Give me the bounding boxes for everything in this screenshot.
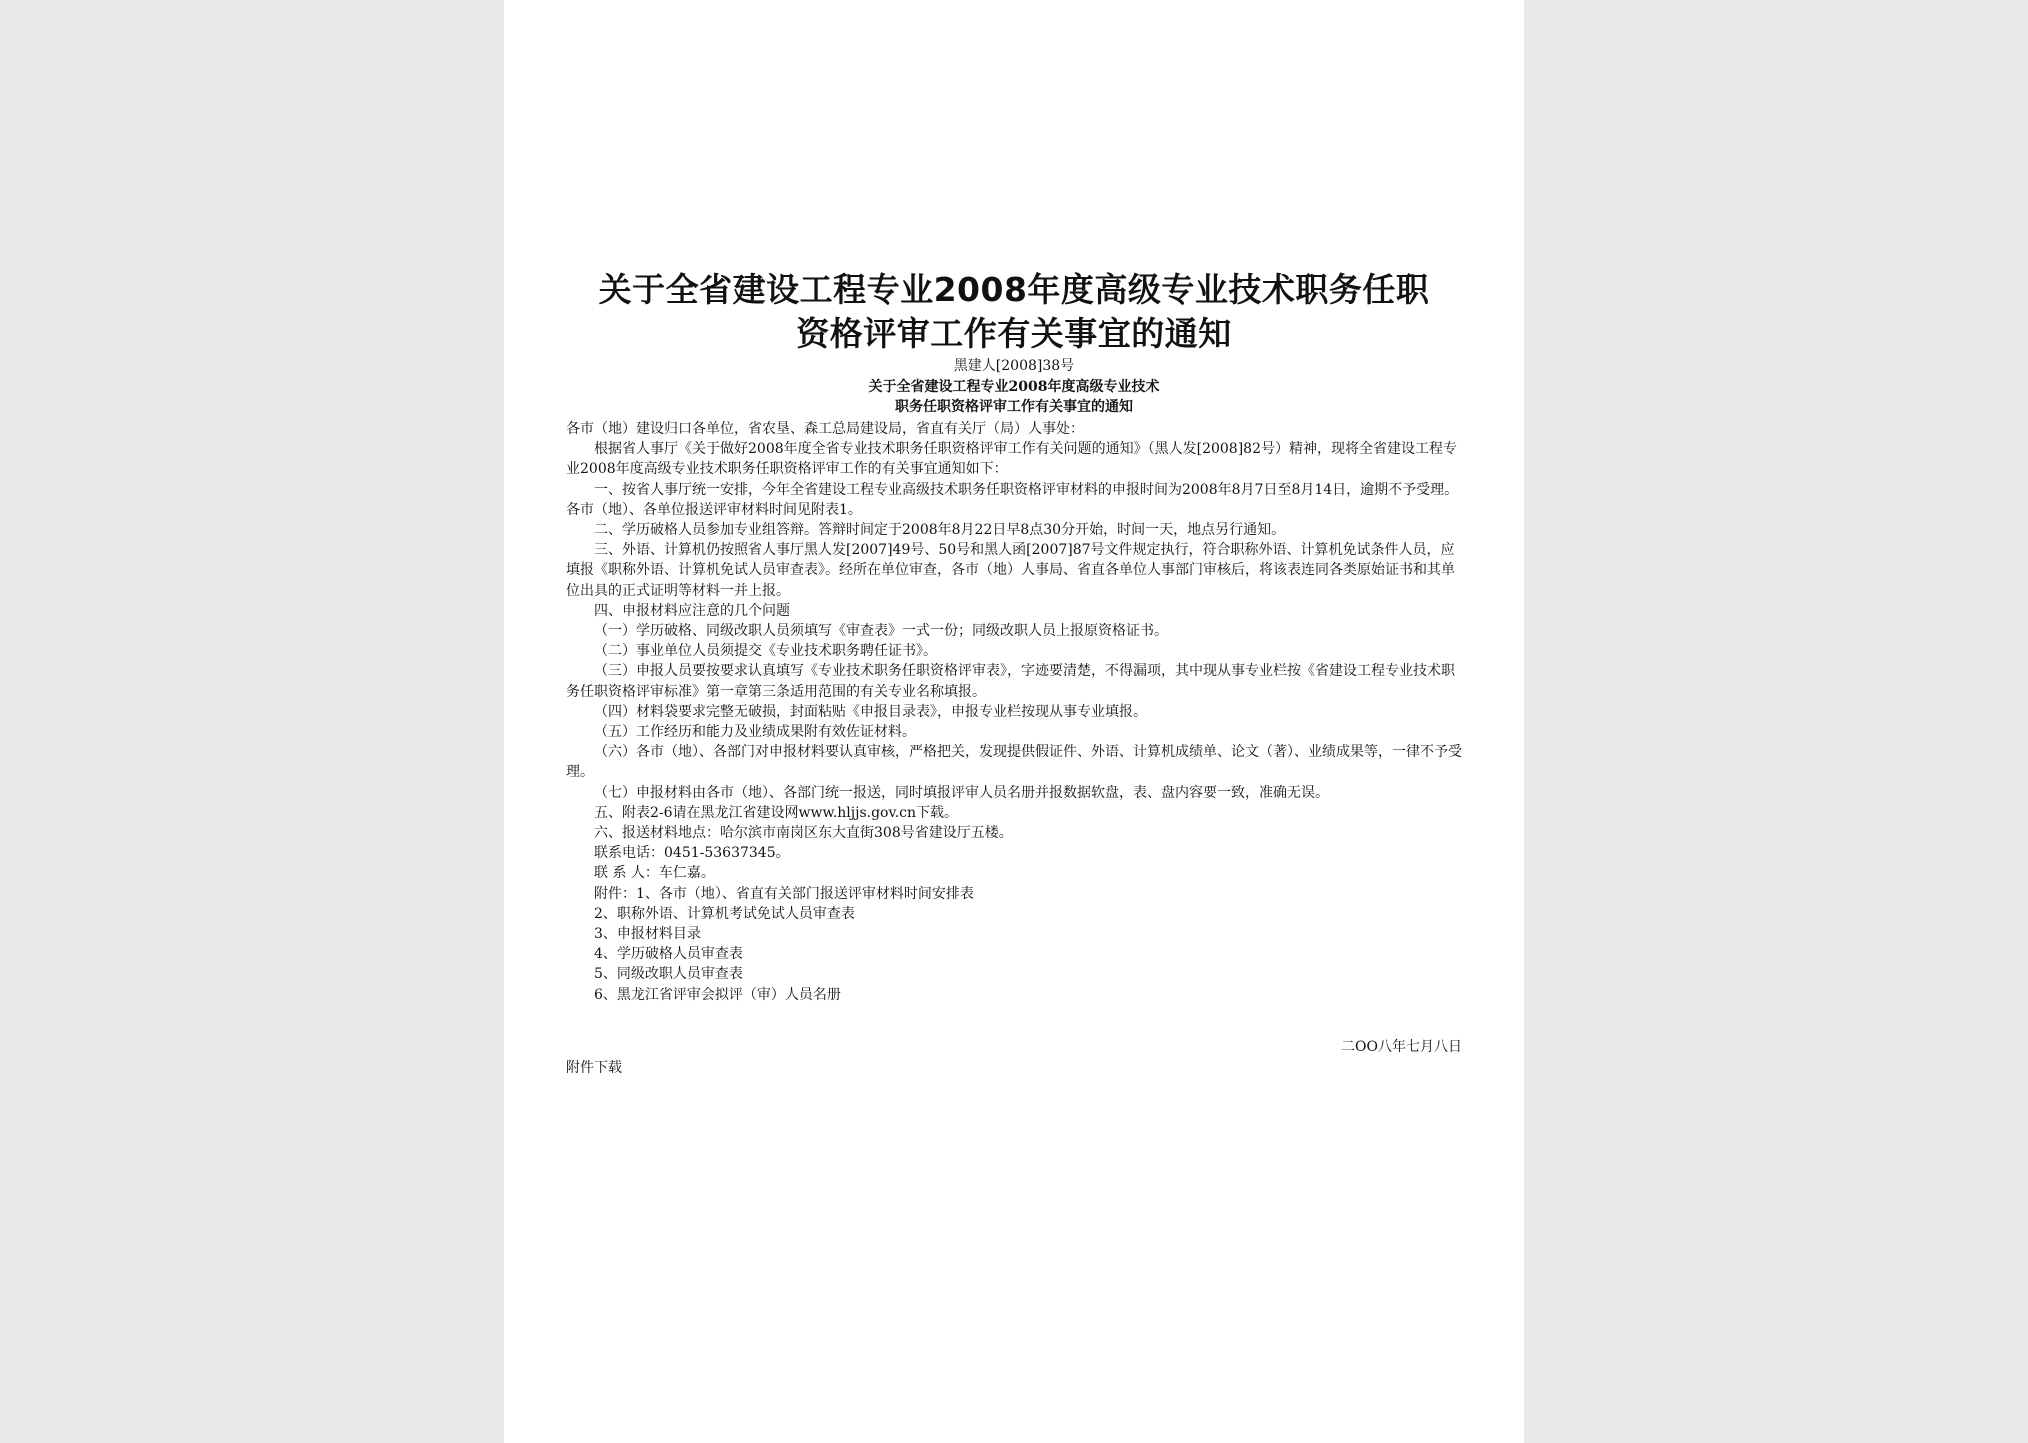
attachment-item: 2、职称外语、计算机考试免试人员审查表 xyxy=(594,905,855,922)
document-page xyxy=(504,0,1524,1443)
document-body xyxy=(566,419,1466,1005)
attachment-item: 4、学历破格人员审查表 xyxy=(594,946,743,963)
title-line-1: 关于全省建设工程专业2008年度高级专业技术职务任职 xyxy=(598,270,1430,309)
attachment-item: 3、申报材料目录 xyxy=(594,926,701,943)
paragraph: （三）申报人员要按要求认真填写《专业技术职务任职资格评审表》，字迹要清楚，不得漏项，其中现从事专业栏按《省建设工程专业技术职务任职资格评审标准》第一章第三条适用范围的有关专业名称填报。 xyxy=(566,663,1455,700)
paragraph: （六）各市（地）、各部门对申报材料要认真审核，严格把关，发现提供假证件、外语、计算机成绩单、论文（著）、业绩成果等，一律不予受理。 xyxy=(566,744,1462,781)
attachment-item: 附件：1、各市（地）、省直有关部门报送评审材料时间安排表 xyxy=(594,885,974,902)
paragraph: 六、报送材料地点：哈尔滨市南岗区东大直街308号省建设厅五楼。 xyxy=(594,825,1013,842)
attachment-item: 5、同级改职人员审查表 xyxy=(594,966,743,983)
subtitle-line-2: 职务任职资格评审工作有关事宜的通知 xyxy=(895,399,1133,415)
paragraph: （七）申报材料由各市（地）、各部门统一报送，同时填报评审人员名册并报数据软盘，表、盘内容要一致，准确无误。 xyxy=(594,784,1329,801)
salutation: 各市（地）建设归口各单位，省农垦、森工总局建设局，省直有关厅（局）人事处： xyxy=(566,421,1084,437)
paragraph: 二、学历破格人员参加专业组答辩。答辩时间定于2008年8月22日早8点30分开始，时间一天，地点另行通知。 xyxy=(594,522,1286,539)
attachment-download-link[interactable]: 附件下载 xyxy=(566,1060,622,1076)
contact-phone: 联系电话：0451-53637345。 xyxy=(594,845,790,862)
paragraph: 三、外语、计算机仍按照省人事厅黑人发[2007]49号、50号和黑人函[2007]87号文件规定执行，符合职称外语、计算机免试条件人员，应填报《职称外语、计算机免试人员审查表》。经所在单位审查，各市（地）人事局、省直各单位人事部门审核后，将该表连同各类原始证书和其单位出具的正式证明等材料一并上报。 xyxy=(566,542,1455,599)
document-number: 黑建人[2008]38号 xyxy=(953,358,1075,374)
attachment-item: 6、黑龙江省评审会拟评（审）人员名册 xyxy=(594,986,841,1003)
title-line-2: 资格评审工作有关事宜的通知 xyxy=(796,314,1232,353)
paragraph: 根据省人事厅《关于做好2008年度全省专业技术职务任职资格评审工作有关问题的通知》（黑人发[2008]82号）精神，现将全省建设工程专业2008年度高级专业技术职务任职资格评审工作的有关事宜通知如下： xyxy=(566,441,1457,478)
paragraph: 一、按省人事厅统一安排，今年全省建设工程专业高级技术职务任职资格评审材料的申报时间为2008年8月7日至8月14日，逾期不予受理。各市（地）、各单位报送评审材料时间见附表1。 xyxy=(566,481,1459,518)
document-title xyxy=(504,268,1524,356)
paragraph: （一）学历破格、同级改职人员须填写《审查表》一式一份；同级改职人员上报原资格证书。 xyxy=(594,623,1168,640)
paragraph: 四、申报材料应注意的几个问题 xyxy=(594,602,790,619)
paragraph: 五、附表2-6请在黑龙江省建设网www.hljjs.gov.cn下载。 xyxy=(594,804,959,821)
subtitle-line-1: 关于全省建设工程专业2008年度高级专业技术 xyxy=(868,379,1160,395)
document-subtitle xyxy=(504,377,1524,417)
paragraph: （四）材料袋要求完整无破损，封面粘贴《申报目录表》，申报专业栏按现从事专业填报。 xyxy=(594,703,1147,720)
paragraph: （二）事业单位人员须提交《专业技术职务聘任证书》。 xyxy=(594,643,937,660)
contact-person: 联 系 人：车仁嘉。 xyxy=(594,865,715,882)
document-date: 二OO八年七月八日 xyxy=(1341,1039,1462,1055)
paragraph: （五）工作经历和能力及业绩成果附有效佐证材料。 xyxy=(594,724,916,741)
